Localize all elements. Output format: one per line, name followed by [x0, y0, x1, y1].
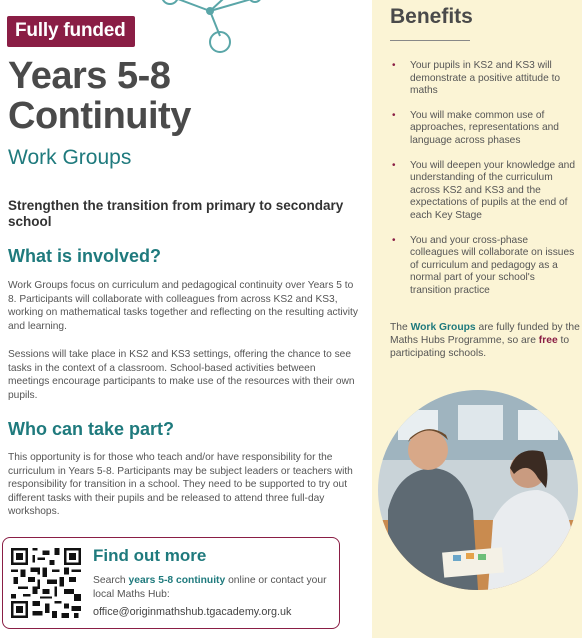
contact-email-link[interactable]: office@originmathshub.tgacademy.org.uk	[93, 606, 292, 618]
involved-paragraph-2: Sessions will take place in KS2 and KS3 settings, offering the chance to see tasks in the context of a classroom. School-based activities between meetings encourage participants to make use of the resources with their own pupils.	[8, 349, 355, 401]
who-heading: Who can take part?	[8, 419, 175, 439]
qr-code[interactable]	[11, 548, 81, 618]
benefits-title: Benefits	[390, 5, 473, 28]
fully-funded-badge: Fully funded	[7, 16, 135, 47]
find-out-more-title: Find out more	[93, 546, 207, 565]
molecule-graphic	[140, 0, 290, 56]
page-title	[8, 56, 191, 136]
involved-paragraph-1: Work Groups focus on curriculum and pedagogical continuity over Years 5 to 8. Participants will collaborate with colleagues from across KS2 and KS3, working on mathematical tasks together and reflecting on the resulting activity and learning.	[8, 280, 358, 332]
title-line-1: Years 5-8	[8, 55, 171, 97]
classroom-photo	[378, 390, 578, 590]
search-term: years 5-8 continuity	[128, 575, 226, 586]
benefits-list	[390, 60, 575, 310]
title-line-2: Continuity	[8, 95, 191, 137]
find-out-more-text: Search years 5-8 continuity online or contact your local Maths Hub:	[93, 575, 327, 600]
benefit-item: • You will make common use of approaches, representations and language across phases	[390, 110, 575, 148]
who-paragraph: This opportunity is for those who teach and/or have responsibility for the curriculum in Years 5-8. Participants may be subject leaders or teachers with responsibility for transition in a school. They need to be supported to try out different tasks with their pupils and be released to attend three full-day workshops.	[8, 452, 353, 518]
funding-statement: The Work Groups are fully funded by the Maths Hubs Programme, so are free to participating schools.	[390, 322, 580, 359]
benefit-item: • You will deepen your knowledge and understanding of the curriculum across KS2 and KS3 and the expectations of pupils at the end of each Key Stage	[390, 160, 575, 223]
benefits-divider	[390, 40, 470, 41]
intro-text: Strengthen the transition from primary to secondary school	[8, 198, 344, 229]
benefit-item: • You and your cross-phase colleagues will collaborate on issues of curriculum and pedagogy as a normal part of your school's transition practice	[390, 235, 575, 298]
find-out-more-box	[2, 537, 340, 629]
benefit-item: • Your pupils in KS2 and KS3 will demonstrate a positive attitude to maths	[390, 60, 575, 98]
page-subtitle: Work Groups	[8, 146, 132, 169]
involved-heading: What is involved?	[8, 246, 162, 266]
